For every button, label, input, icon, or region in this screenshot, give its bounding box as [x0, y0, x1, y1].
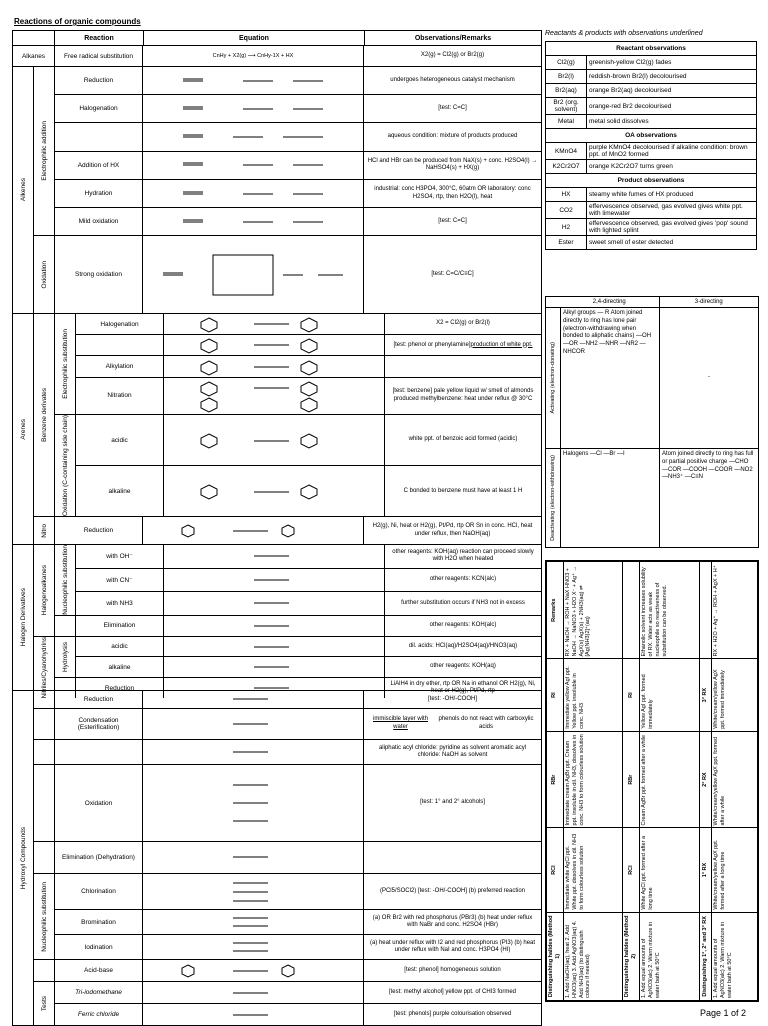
alkanes-obs: X2(g) = Cl2(g) or Br2(g) [420, 52, 485, 59]
equation-diagram [143, 517, 364, 544]
benzene-derivates-label: Benzene derivates [34, 314, 55, 516]
equation-diagram [164, 592, 385, 615]
equation-diagram [143, 960, 364, 981]
equation-diagram [164, 545, 385, 568]
nitriles-label: Nitriles/Cyanohydrins [34, 637, 55, 698]
equation-diagram [143, 1004, 364, 1025]
halogen-group: Halogen Derivatives Halogenoalkanes Nucleophilic substitution with OH⁻ other reagents: KOH(aq) reaction can proceed slowly with H2O when heated with CN⁻ other reagents: KCN(alc) with NH3 further substitution occurs if NH3 not in excess Elimination other reagents: KOH(alc) Nitriles/Cyanohydrins Hydrolysis acidic dil. acids: HCl(aq)/H2SO4(aq)/HNO3(aq) alkaline other reagents: KOH(aq) Reduction LiAlH4 in dry ether, rtp OR Na in ethanol OR H2(g), Ni, heat or H2(g), Pt/Pd, rtp [13, 545, 541, 691]
equation-diagram [164, 466, 385, 516]
oxidation-label: Oxidation [34, 236, 55, 313]
alkenes-group: Alkenes Electrophilic addition Reduction undergoes heterogeneous catalyst mechanism Halogenation [test: C=C] aqueous condition: mixture of products produced Addition of HX HCl and HBr can be produced from NaX(s) + conc. H2SO4(l) → NaHSO4(s) + HX(g) Hydration industrial: conc H3PO4, 300°C, 60atm OR laboratory: conc H2SO4, rtp, then H2O(l), heat Mild oxidation [test: C=C] Oxidation Strong oxidation [test: C=C/C≡C] [13, 67, 541, 314]
equation-diagram [143, 123, 364, 150]
header-equation: Equation [144, 31, 365, 45]
directing-effects-table: 2,4-directing 3-directing Activating (electron-donating) Alkyl groups — R Atom joined directly to ring has lone pair (electron-withdrawing when bonded to aliphatic chains) —OH —OR —NH2 —NHR —NR2 —NHCOR - Deactivating (electron-withdrawing) Halogens —Cl —Br —I Atom joined directly to ring has full or partial positive charge —CHO —COR —COOH —COOR —NO2 —NH3⁺ —C≡N [545, 296, 759, 548]
alkanes-group [13, 46, 541, 67]
arenes-label: Arenes [13, 314, 34, 544]
equation-diagram [143, 842, 364, 873]
equation-diagram [164, 616, 385, 636]
alkanes-equation: CnHy + X2(g) ⟶ CnHy-1X + HX [143, 46, 364, 66]
alkanes-label: Alkanes [13, 46, 55, 66]
alkanes-reaction: Free radical substitution [55, 46, 143, 66]
oxidation-side-chain-label: Oxidation (C-containing side chain) [55, 415, 76, 516]
page-number: Page 1 of 2 [700, 1008, 747, 1018]
header-24-directing: 2,4-directing [560, 297, 660, 307]
observations-panel [545, 30, 757, 250]
equation-diagram [143, 935, 364, 959]
reactions-table [12, 30, 542, 1026]
equation-diagram [143, 208, 364, 235]
equation-diagram [164, 335, 385, 355]
page-title: Reactions of organic compounds [14, 17, 141, 26]
equation-diagram [143, 765, 364, 841]
equation-diagram [164, 314, 385, 334]
equation-diagram [143, 874, 364, 910]
equation-diagram [143, 740, 364, 764]
equation-diagram [143, 152, 364, 179]
equation-diagram [143, 67, 364, 94]
equation-diagram [143, 691, 364, 708]
equation-diagram [164, 569, 385, 592]
alkenes-label: Alkenes [13, 67, 34, 313]
hydrolysis-label: Hydrolysis [55, 637, 76, 677]
header-reaction: Reaction [55, 31, 144, 45]
equation-diagram [143, 982, 364, 1003]
observations-table: Reactant observations Cl2(g) greenish-yellow Cl2(g) fades Br2(l) reddish-brown Br2(l) decolourised Br2(aq) orange Br2(aq) decolourised Br2 (org. solvent) orange-red Br2 decolourised Metal metal solid dissolves OA observations KMnO4 purple KMnO4 decolourised if alkaline condition: brown ppt. of MnO2 formed K2Cr2O7 orange K2Cr2O7 turns green Product observations HX steamy white fumes of HX produced CO2 effervescence observed, gas evolved gives white ppt. with limewater H2 effervescence observed, gas evolved gives 'pop' sound with lighted splint Ester sweet smell of ester detected [545, 41, 757, 250]
observations-title: Reactants & products with observations underlined [545, 30, 703, 37]
header-observations: Observations/Remarks [414, 34, 492, 42]
equation-diagram [143, 95, 364, 122]
hydroxyl-ns-label: Nucleophilic substitution [34, 874, 55, 959]
halogenoalkanes-label: Halogenoalkanes [34, 545, 55, 636]
nucleophilic-substitution-label: Nucleophilic substitution [55, 545, 76, 615]
equation-diagram [164, 356, 385, 376]
electrophilic-substitution-label: Electrophilic substitution [55, 314, 76, 414]
electrophilic-addition-label: Electrophilic addition [34, 67, 55, 235]
arenes-group: Arenes Benzene derivates Electrophilic substitution Halogenation X2 = Cl2(g) or Br2(l) [test: phenol or phenylamine] production of white ppt. Alkylation Nitration [test: benzene] pale yellow liquid w/ smell of almonds produced methylbenzene: heat under reflux @ 30°C Oxidation (C-containing side chain) acidic white ppt. of benzoic acid formed (acidic) alkaline C bonded to benzene must have at least 1 H Nitro Reduction H2(g), Ni, heat or H2(g), Pt/Pd, rtp OR Sn in conc. HCl, heat under reflux, then NaOH(aq) [13, 314, 541, 545]
tests-label: Tests [34, 982, 55, 1025]
equation-diagram [143, 180, 364, 207]
equation-diagram [143, 709, 364, 740]
halides-table: Distinguishing halides (Method 1) RCl RBr RI Remarks 1. Add NaOH(aq), heat 2. Add HNO3(aq) 3. Add AgNO3(aq) 4. Add NH3(aq) (to distinguish colours if needed) Immediate white AgCl ppt. White ppt. dissolves in dil. NH3 to form colourless solution Immediate cream AgBr ppt. Cream ppt. insoluble in dil. NH3, dissolves in conc. NH3 to form colourless solution Immediate yellow AgI ppt. Yellow ppt. insoluble in conc. NH3 RX + NaOH → ROH + NaX HNO3 + NaOH → NaNO3 + H2O X⁻ + Ag⁺ → AgX(s) AgX(s) + 2NH3(aq) ⇌ [Ag(NH3)2]⁺(aq) Distinguishing halides (Method 2) RCl RBr RI 1. Add equal amounts of AgNO3(alc) 2. Warm mixture in water bath at 50°C White AgCl ppt. formed after a long time Cream AgBr ppt. formed after a while Yellow AgI ppt. formed immediately Ethanolic solvent increases solubility of RX. Water acts as weak nucleophile so reactiveness of substitution can be observed. Distinguishing 1°, 2° and 3° RX 1° RX 2° RX 3° RX 1. Add equal amounts of AgNO3(alc) 2. Warm mixture in water bath at 50°C White/cream/yellow AgX ppt. formed after a long time White/cream/yellow AgX ppt. formed after a while White/cream/yellow AgX ppt. formed immediately RX + H2O + Ag⁺ → ROH + AgX + H⁺ [545, 560, 759, 1002]
table-header [13, 31, 541, 46]
equation-diagram [164, 415, 385, 465]
hydroxyl-group: Hydroxyl Compounds Reduction [test: -OH/-COOH] Condensation (Esterification) immiscible layer with water phenols do not react with carboxylic acids aliphatic acyl chloride: pyridine as solvent aromatic acyl chloride: NaOH as solvent Oxidation [test: 1° and 2° alcohols] Elimination (Dehydration) Nucleophilic substitution Chlorination (PCl5/SOCl2) [test: -OH/-COOH] (b) preferred reaction Bromination (a) OR Br2 with red phosphorus (PBr3) (b) heat under reflux with NaBr and conc. H2SO4 (HBr) Iodination (a) heat under reflux with I2 and red phosphorus (PI3) (b) heat under reflux with NaI and conc. H3PO4 (HI) Acid-base [test: phenol] homogeneous solution Tests Tri-iodomethane [test: methyl alcohol] yellow ppt. of CHI3 formed Ferric chloride [test: phenols] purple colourisation observed [13, 691, 541, 1025]
equation-diagram [143, 236, 364, 313]
header-3-directing: 3-directing [694, 299, 723, 305]
nitro-label: Nitro [34, 517, 55, 544]
equation-diagram [164, 378, 385, 414]
hydroxyl-label: Hydroxyl Compounds [13, 691, 34, 1025]
halogen-label: Halogen Derivatives [13, 545, 34, 690]
equation-diagram [143, 910, 364, 934]
equation-diagram [164, 637, 385, 657]
equation-diagram [164, 657, 385, 677]
